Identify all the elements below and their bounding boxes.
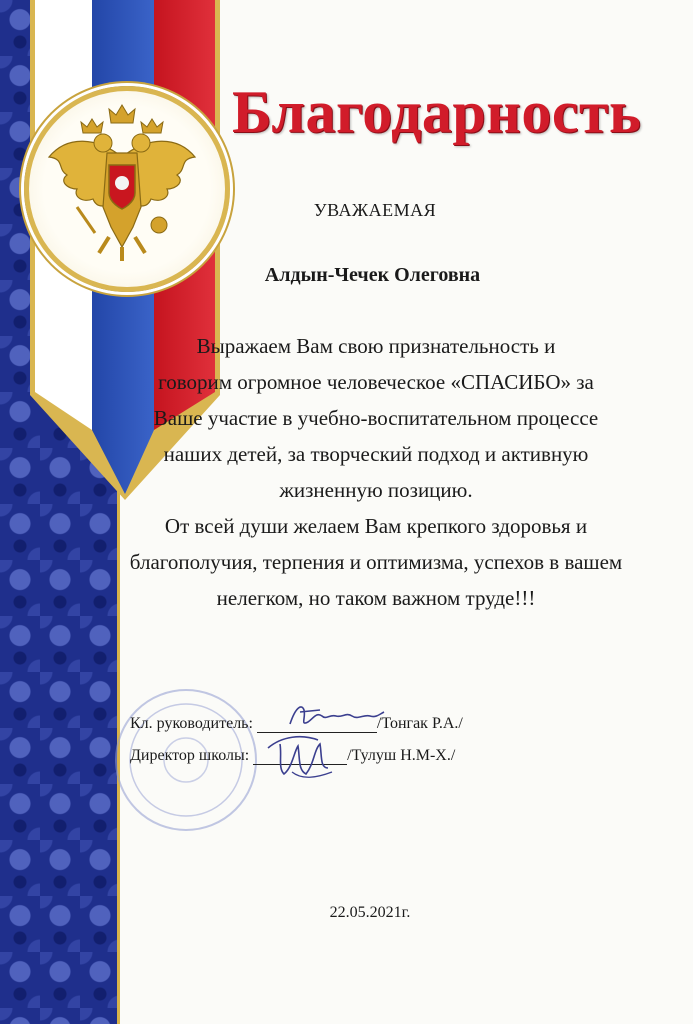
certificate-date: 22.05.2021г. bbox=[329, 904, 411, 921]
body-line: говорим огромное человеческое «СПАСИБО» за bbox=[158, 370, 594, 394]
body-line: жизненную позицию. bbox=[279, 478, 473, 502]
salutation: УВАЖАЕМАЯ bbox=[313, 200, 437, 220]
coat-of-arms-icon bbox=[37, 97, 207, 267]
signature-role: Директор школы: bbox=[130, 747, 250, 764]
body-line: наших детей, за творческий подход и активную bbox=[163, 442, 589, 466]
body-line: благополучия, терпения и оптимизма, успехов в вашем bbox=[129, 550, 623, 574]
signature-name: /Тулуш Н.М-Х./ bbox=[347, 747, 456, 764]
signature-name: /Тонгак Р.А./ bbox=[376, 715, 463, 732]
signature-role: Кл. руководитель: bbox=[130, 715, 253, 732]
body-line: Ваше участие в учебно-воспитательном процессе bbox=[153, 406, 599, 430]
signature-tulush bbox=[262, 728, 346, 786]
body-line: нелегком, но таком важном труде!!! bbox=[216, 586, 536, 610]
body-line: От всей души желаем Вам крепкого здоровья и bbox=[164, 514, 588, 538]
certificate-title: Благодарность bbox=[232, 79, 642, 145]
coat-of-arms-medallion bbox=[24, 86, 230, 292]
body-text bbox=[96, 328, 656, 616]
body-line: Выражаем Вам свою признательность и bbox=[196, 334, 556, 358]
recipient-name: Алдын-Чечек Олеговна bbox=[264, 264, 481, 286]
